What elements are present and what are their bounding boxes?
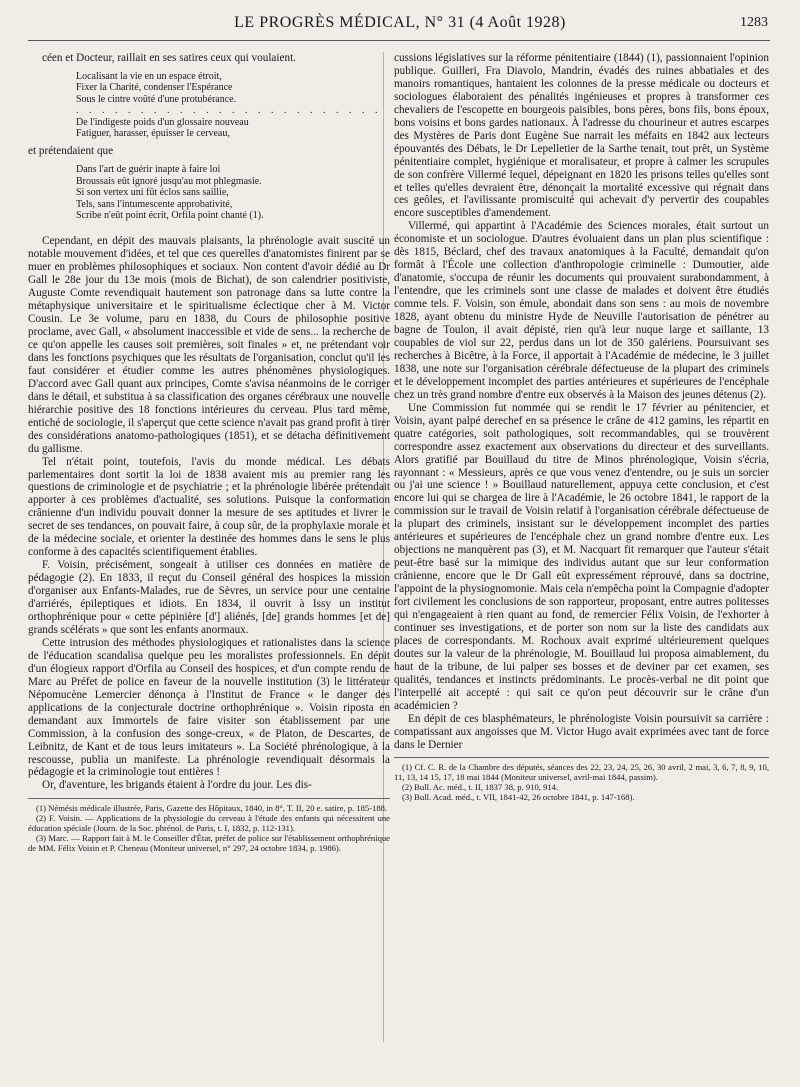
- page-number: 1283: [740, 15, 768, 30]
- page-header: [0, 14, 800, 36]
- journal-title: LE PROGRÈS MÉDICAL, N° 31 (4 Août 1928): [234, 14, 566, 31]
- verse-line: Fixer la Charité, condenser l'Espérance: [76, 82, 233, 94]
- paragraph: Tel n'était point, toutefois, l'avis du monde médical. Les débats parlementaires dont sortit la loi de 1838 avaient mis au premier rang les questions de criminologie et de psychiatrie ; et la phrénologie libérée prétendait apporter à ces problèmes d'actualité, ses solutions. Puisque la conformation crânienne d'un individu pouvait donner la mesure de ses aptitudes et livrer le secret de ses tendances, on pouvait faire, à coup sûr, de la prophylaxie morale et de la médecine sociale, et orienter la destinée des hommes dans le sens le plus conforme à des capacités scientifiquement établies.: [28, 455, 390, 559]
- verse-line: Dans l'art de guérir inapte à faire loi: [76, 164, 221, 176]
- footnote: (1) Cf. C. R. de la Chambre des députés, séances des 22, 23, 24, 25, 26, 30 avril, 2 mai, 3, 6, 7, 8, 9, 10, 11, 13, 14 15, 17, 18 mai 1844 (Moniteur universel, avril-mai 1844, passim).: [394, 762, 769, 783]
- footnotes-left: [28, 798, 390, 853]
- right-column: [394, 52, 769, 802]
- paragraph: Cependant, en dépit des mauvais plaisants, la phrénologie avait suscité un notable mouvement d'idées, et tel que ces querelles d'anatomistes finirent par se muer en problèmes philosophiques et sociaux. Non content d'avoir dédié au Dr Gall le 28e jour du 13e mois (mois de Bichat), de son calendrier positiviste, Auguste Comte revendiquait hautement son patronage dans sa lutte contre la métaphysique universitaire et le spiritualisme éclectique cher à M. Victor Cousin. Le 3e volume, paru en 1838, du Cours de philosophie positive proclame, avec Gall, « absolument inaccessible et vide de sens... la recherche de ce qu'on appelle les causes soit premières, soit finales » et, ne prétendant voir dans les fonctions psychiques que les résultats de l'organisation, conclut qu'il les faut considérer et étudier comme les autres phénomènes physiologiques. D'accord avec Gall quant aux principes, Comte s'avisa néanmoins de le corriger dans le détail, et substitua à sa classification des organes cérébraux une nouvelle hiérarchie positive des 18 fonctions intérieures du cerveau. Plus tard même, entiché de sociologie, il s'aperçut que cette science n'avait pas grand profit à tirer des considérations anatomo-pathologiques (1851), et se détacha définitivement du gallisme.: [28, 235, 390, 455]
- left-column: [28, 52, 390, 853]
- verse-line: Si son vertex uni fût éclos sans saillie,: [76, 187, 229, 199]
- paragraph: Une Commission fut nommée qui se rendit le 17 février au pénitencier, et Voisin, ayant palpé derechef en sa présence le crâne de 412 gamins, les répartit en quatre catégories, soit pathologiques, soit recommandables, qui se trouvèrent correspondre assez exactement aux observations du directeur et des surveillants. Alors gratifié par Bouillaud du titre de Minos phrénologique, Voisin s'écria, rayonnant : « Messieurs, après ce que vous venez d'entendre, ou je suis un sorcier ou j'ai une science ! » Bouillaud naturellement, appuya cette conclusion, et c'est encore lui qui se chargea de lire à l'Académie, le 26 octobre 1841, le rapport de la commission sur le travail de Voisin relatif à l'organisation cérébrale défectueuse de la plupart des criminels, insistant sur le développement incomplet des parties antérieures et supérieures de l'encéphale chez un grand nombre d'entre eux. Les objections ne manquèrent pas (3), et M. Nacquart fit remarquer que l'auteur s'était peut-être basé sur la mimique des individus autant que sur leur conformation crânienne, encore que le Dr Gall eût expressément réprouvé, dans sa doctrine, l'appoint de la physiognomonie. Mais cela n'empêcha point la Compagnie d'adopter fort civilement les conclusions de son rapporteur, proposant, entre autres politesses qui n'engageaient à rien quant au fond, de remercier Félix Voisin, de l'exhorter à continuer ses investigations, et de porter son nom sur la liste des candidats aux places de correspondants. M. Rochoux avait exprimé ultérieurement quelques doutes sur la valeur de la phrénologie, M. Bouillaud lui proposa aimablement, du haut de la tribune, de lui palper ses bosses et de deviner par cet examen, ses qualités, tendances et instincts prédominants. Le procès-verbal ne dit point que l'interpellé ait accepté : qui sait ce qu'on peut découvrir sur le crâne d'un académicien ?: [394, 401, 769, 712]
- footnotes-right: [394, 757, 769, 802]
- verse-line: Fatiguer, harasser, épuisser le cerveau,: [76, 127, 230, 139]
- footnote: (3) Bull. Acad. méd., t. VII, 1841-42, 26 octobre 1841, p. 147-168).: [402, 792, 635, 803]
- paragraph: En dépit de ces blasphémateurs, le phrénologiste Voisin poursuivit sa carrière : compatissant aux angoisses que M. Victor Hugo avait exprimées avec tant de force dans le Dernier: [394, 712, 769, 751]
- paragraph: Cette intrusion des méthodes physiologiques et rationalistes dans la science de l'éducation scandalisa quelque peu les moralistes professionnels. En dépit d'un élogieux rapport d'Orfila au Conseil des hospices, et d'un compte rendu de Marc au Préfet de police en faveur de la nouvelle institution (3) le littérateur Népomucène Lemercier dénonça à l'Institut de France « le danger des applications de la conjecturale doctrine orthophrénique ». Voisin riposta en demandant aux Immortels de faire visiter son établissement par une Commission, à la confusion des songe-creux, « de Platon, de Descartes, de Leibnitz, de Kant et de tous leurs imitateurs ». La Société phrénologique, à la rescousse, publia un manifeste. La phrénologie revendiquait désormais la pédagogie et la criminologie tout entières !: [28, 636, 390, 779]
- verse-line: De l'indigeste poids d'un glossaire nouveau: [76, 116, 249, 128]
- verse-line: Sous le cintre voûté d'une protubérance.: [76, 93, 237, 105]
- verse-block-2: [28, 164, 390, 221]
- paragraph: Villermé, qui appartint à l'Académie des Sciences morales, était surtout un économiste et un sociologue. D'autres évoluaient dans un plan plus scientifique : dès 1815, Béclard, chef des travaux anatomiques à la Faculté, demandait qu'on formât à l'École une collection d'anthropologie criminelle : Dumoutier, aide d'anatomie, s'occupa de réunir les documents qui prouvaient surabondamment, à l'entendre, que les criminels sont une classe de malades et doivent être étudiés comme tels. F. Voisin, son émule, abondait dans son sens : au mois de novembre 1828, ayant obtenu du ministre Hyde de Neuville l'autorisation de pénétrer au bagne de Toulon, il avait dépisté, rien qu'à leur nuque large et saillante, 13 coupables de viol sur 22, perdus dans un lot de 350 galériens. Poursuivant ses recherches à Bicêtre, à la Force, il apportait à l'Académie de médecine, le 3 juillet 1838, une note sur l'organisation cérébrale défectueuse de la plupart des criminels et le développement incomplet des parties antérieures et supérieures de l'encéphale chez un très grand nombre d'entre eux observés à la Maison des jeunes détenus (2).: [394, 220, 769, 401]
- verse-ellipsis: . . . . . . . . . . . . . . . . . . . . . . . .: [76, 105, 382, 117]
- header-rule: [28, 40, 770, 41]
- verse-line: Broussais eût ignoré jusqu'au mot phlegmasie.: [76, 175, 262, 187]
- footnote: (1) Némésis médicale illustrée, Paris, Gazette des Hôpitaux, 1840, in 8°, T. II, 20 e. satire, p. 185-188.: [36, 803, 388, 814]
- paragraph: Or, d'aventure, les brigands étaient à l'ordre du jour. Les dis-: [42, 779, 312, 792]
- paragraph: cussions législatives sur la réforme pénitentiaire (1844) (1), passionnaient l'opinion publique. Guilleri, Fra Diavolo, Mandrin, évadés des ruines abbatiales et des manoirs romantiques, hantaient les colonnes de la presse médicale ou docteurs et sociologues élaboraient des pénalités ingénieuses et propres à transformer ces chevaliers de l'escopette en bourgeois paisibles, bons pères, bons fils, bons époux, bons voisins et bons gardes nationaux. À l'adresse du chourineur et autres escarpes des Mystères de Paris dont Eugène Sue narrait les méfaits en 1842 aux lecteurs épouvantés des Débats, le Dr Lepelletier de la Sarthe tenait, tout prêt, un Système pénitentiaire complet, hygiénique et moralisateur, et propre à calmer les scrupules de son confrère Villermé lequel, dépeignant en 1820 les prisons telles qu'elles sont et telles qu'elles devraient être, dénonçait la mortalité excessive qui régnait dans ces geôles, et l'avilissante promiscuité qui achevait d'y pervertir des coupables encore susceptibles d'amendement.: [394, 52, 769, 220]
- footnote: (2) Bull. Ac. méd., t. II, 1837 38, p. 910, 914.: [402, 782, 559, 793]
- verse-block-1: [28, 71, 390, 139]
- bridge-text: et prétendaient que: [28, 145, 114, 158]
- intro-line: céen et Docteur, raillait en ses satires ceux qui voulaient.: [42, 52, 296, 64]
- footnote: (2) F. Voisin. — Applications de la physiologie du cerveau à l'étude des enfants qui nécessitent une éducation spéciale (Journ. de la Soc. phrénol. de Paris, t. I, 1832, p. 112-131).: [28, 813, 390, 834]
- verse-line: Scribe n'eût point écrit, Orfila point chanté (1).: [76, 209, 264, 221]
- verse-line: Tels, sans l'intumescente approbativité,: [76, 198, 233, 210]
- verse-line: Localisant la vie en un espace étroit,: [76, 70, 222, 82]
- paragraph: F. Voisin, précisément, songeait à utiliser ces données en matière de pédagogie (2). En 1833, il reçut du Conseil général des hospices la mission d'organiser aux Enfants-Malades, rue de Sèvres, un service pour une centaine d'arriérés, épileptiques et idiots. En 1834, il ouvrit à Issy un institut orthophrénique pour « cette pépinière [d'] aliénés, [de] grands hommes [et de] grands scélérats » que sont les enfants anormaux.: [28, 559, 390, 636]
- footnote: (3) Marc. — Rapport fait à M. le Conseiller d'État, préfet de police sur l'établissement orthophrénique de MM. Félix Voisin et P. Cheneau (Moniteur universel, n° 297, 24 octobre 1834, p. 1986).: [28, 833, 390, 854]
